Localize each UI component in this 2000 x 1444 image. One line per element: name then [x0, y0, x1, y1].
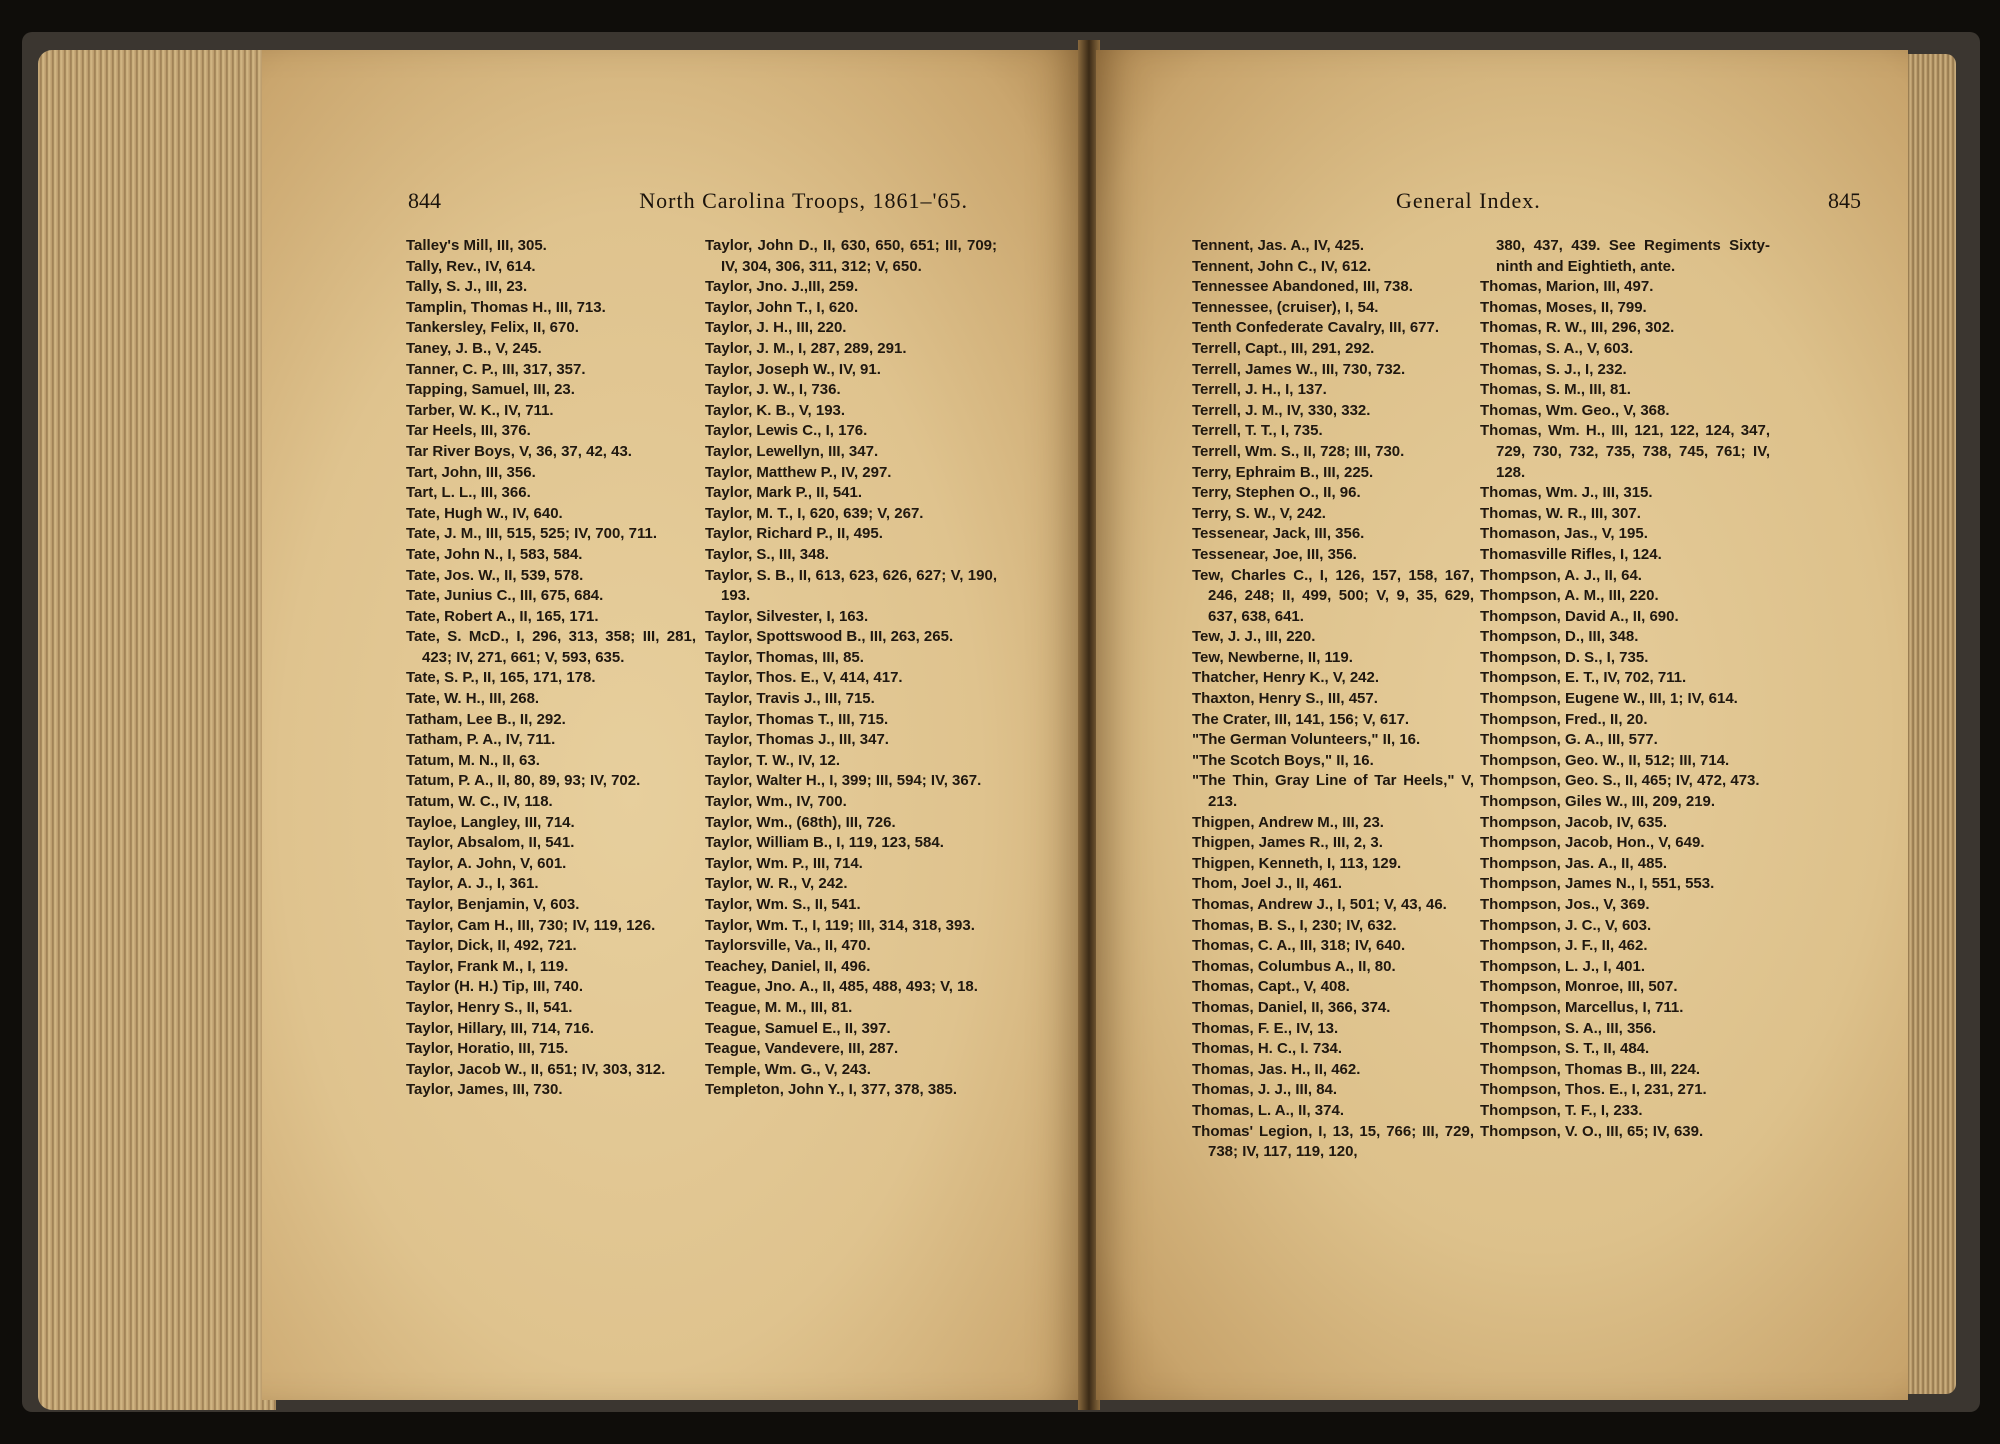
- index-entry: Thomas, Capt., V, 408.: [1192, 978, 1350, 996]
- index-entry: Taylor, Dick, II, 492, 721.: [406, 937, 577, 955]
- index-entry: Thomas, R. W., III, 296, 302.: [1480, 319, 1675, 337]
- index-entry: Taylor, W. R., V, 242.: [705, 875, 848, 893]
- index-entry: Taylor, Silvester, I, 163.: [705, 607, 869, 625]
- index-entry: Taylor, Cam H., III, 730; IV, 119, 126.: [406, 916, 656, 934]
- index-entry: Thompson, Jas. A., II, 485.: [1480, 854, 1667, 872]
- index-entry: Thompson, James N., I, 551, 553.: [1480, 875, 1715, 893]
- index-entry: Thomas, F. E., IV, 13.: [1192, 1019, 1339, 1037]
- index-entry: Taylor, John T., I, 620.: [705, 298, 859, 316]
- index-entry: Taylorsville, Va., II, 470.: [705, 937, 871, 955]
- page-edges-left: [38, 50, 276, 1410]
- index-entry: "The Scotch Boys," II, 16.: [1192, 751, 1374, 769]
- index-entry: Taney, J. B., V, 245.: [406, 339, 542, 357]
- index-entry: Taylor, Benjamin, V, 603.: [406, 896, 580, 913]
- index-entry: Taylor, S. B., II, 613, 623, 626, 627; V, 190, 193.: [705, 566, 997, 605]
- index-entry: Tennessee, (cruiser), I, 54.: [1192, 298, 1379, 316]
- index-entry: Taylor, Henry S., II, 541.: [406, 998, 573, 1016]
- index-entry: Thomas, Daniel, II, 366, 374.: [1192, 998, 1391, 1016]
- index-entry: Thompson, T. F., I, 233.: [1480, 1101, 1643, 1119]
- index-entry: Thomas, B. S., I, 230; IV, 632.: [1192, 916, 1397, 934]
- index-entry: Taylor, Joseph W., IV, 91.: [705, 360, 881, 378]
- index-entry: Tate, J. M., III, 515, 525; IV, 700, 711.: [406, 525, 657, 543]
- index-entry: Tate, Jos. W., II, 539, 578.: [406, 566, 584, 584]
- index-entry: Thompson, Thos. E., I, 231, 271.: [1480, 1081, 1707, 1099]
- index-entry: Thomas, Wm. H., III, 121, 122, 124, 347, 729, 730, 732, 735, 738, 745, 761; IV, 128.: [1480, 422, 1770, 481]
- index-entry: Taylor, J. M., I, 287, 289, 291.: [705, 339, 907, 357]
- index-entry: Tew, Newberne, II, 119.: [1192, 648, 1353, 666]
- index-entry: Thomas, H. C., I. 734.: [1192, 1040, 1343, 1058]
- index-entry-list: [1480, 277, 1770, 1142]
- index-entry: Taylor, William B., I, 119, 123, 584.: [705, 834, 944, 852]
- index-entry: Tennessee Abandoned, III, 738.: [1192, 278, 1413, 296]
- index-entry: "The Thin, Gray Line of Tar Heels," V, 213.: [1192, 772, 1474, 811]
- page-edges-right: [1900, 54, 1956, 1394]
- index-entry: Thompson, J. C., V, 603.: [1480, 916, 1652, 934]
- index-entry: Taylor, S., III, 348.: [705, 545, 829, 563]
- index-entry: Terrell, Wm. S., II, 728; III, 730.: [1192, 442, 1405, 460]
- index-entry: Teague, Samuel E., II, 397.: [705, 1019, 891, 1037]
- index-entry: Tennent, Jas. A., IV, 425.: [1192, 237, 1365, 254]
- page-number: 845: [1828, 188, 1861, 213]
- index-entry: Taylor, J. W., I, 736.: [705, 381, 841, 399]
- right-page-header: [1396, 188, 1861, 228]
- index-entry: Tatum, M. N., II, 63.: [406, 751, 540, 769]
- page-number: 844: [408, 188, 441, 213]
- index-column: [406, 236, 696, 1101]
- index-entry: Taylor, Wm. P., III, 714.: [705, 854, 863, 872]
- index-entry: Taylor, Mark P., II, 541.: [705, 484, 863, 502]
- index-entry: Thompson, A. J., II, 64.: [1480, 566, 1642, 584]
- index-entry: Terrell, Capt., III, 291, 292.: [1192, 339, 1375, 357]
- index-entry: Tarber, W. K., IV, 711.: [406, 401, 554, 419]
- index-entry: Terrell, T. T., I, 735.: [1192, 422, 1323, 440]
- index-entry: Tessenear, Joe, III, 356.: [1192, 545, 1357, 563]
- index-entry: Thompson, David A., II, 690.: [1480, 607, 1679, 625]
- index-entry: Thompson, L. J., I, 401.: [1480, 957, 1646, 975]
- left-page: [262, 50, 1082, 1400]
- index-entry: Taylor, Lewis C., I, 176.: [705, 422, 868, 440]
- index-entry: Tatum, P. A., II, 80, 89, 93; IV, 702.: [406, 772, 641, 790]
- index-entry: Thompson, J. F., II, 462.: [1480, 937, 1648, 955]
- index-entry: Terrell, J. M., IV, 330, 332.: [1192, 401, 1371, 419]
- index-entry: Tatum, W. C., IV, 118.: [406, 793, 553, 811]
- index-entry: Taylor, Absalom, II, 541.: [406, 834, 575, 852]
- index-entry: Thomas, Moses, II, 799.: [1480, 298, 1647, 316]
- index-entry: Taylor, Frank M., I, 119.: [406, 957, 569, 975]
- index-entry: Teachey, Daniel, II, 496.: [705, 957, 871, 975]
- index-entry: Thompson, Jacob, Hon., V, 649.: [1480, 834, 1705, 852]
- index-entry: Tamplin, Thomas H., III, 713.: [406, 298, 606, 316]
- index-entry: Teague, Vandevere, III, 287.: [705, 1040, 899, 1058]
- left-page-header: [408, 188, 968, 228]
- index-entry: Thomas, S. J., I, 232.: [1480, 360, 1627, 378]
- index-entry: Thigpen, James R., III, 2, 3.: [1192, 834, 1383, 852]
- index-entry: Taylor, Thomas T., III, 715.: [705, 710, 889, 728]
- index-entry: Taylor, Hillary, III, 714, 716.: [406, 1019, 594, 1037]
- index-entry: Thomas, S. M., III, 81.: [1480, 381, 1631, 399]
- index-entry: Tapping, Samuel, III, 23.: [406, 381, 575, 399]
- index-entry: Thompson, G. A., III, 577.: [1480, 731, 1658, 749]
- index-entry: Tennent, John C., IV, 612.: [1192, 257, 1372, 275]
- index-entry: Teague, M. M., III, 81.: [705, 998, 853, 1016]
- index-entry-continuation: 380, 437, 439. See Regiments Sixty-ninth and Eightieth, ante.: [1496, 237, 1770, 275]
- index-entry: Taylor, Matthew P., IV, 297.: [705, 463, 892, 481]
- index-entry: Tar Heels, III, 376.: [406, 422, 531, 440]
- index-entry: Taylor, John D., II, 630, 650, 651; III, 709; IV, 304, 306, 311, 312; V, 650.: [705, 237, 997, 275]
- index-entry: Taylor, Lewellyn, III, 347.: [705, 442, 879, 460]
- index-entry: Taylor, J. H., III, 220.: [705, 319, 847, 337]
- index-entry: Taylor, A. J., I, 361.: [406, 875, 539, 893]
- index-entry: Thompson, Fred., II, 20.: [1480, 710, 1648, 728]
- index-entry: "The German Volunteers," II, 16.: [1192, 731, 1421, 749]
- index-entry: Thomas, J. J., III, 84.: [1192, 1081, 1338, 1099]
- index-entry: Taylor, K. B., V, 193.: [705, 401, 846, 419]
- index-entry: Tankersley, Felix, II, 670.: [406, 319, 579, 337]
- index-entry: Tate, Robert A., II, 165, 171.: [406, 607, 599, 625]
- index-entry: Taylor, James, III, 730.: [406, 1081, 563, 1099]
- index-entry: Tew, Charles C., I, 126, 157, 158, 167, 246, 248; II, 499, 500; V, 9, 35, 629, 637, 638, 641.: [1192, 566, 1474, 625]
- index-entry: Taylor (H. H.) Tip, III, 740.: [406, 978, 583, 996]
- index-entry: Thompson, Jos., V, 369.: [1480, 896, 1650, 913]
- index-entry: Thomas, C. A., III, 318; IV, 640.: [1192, 937, 1406, 955]
- index-entry: Thigpen, Andrew M., III, 23.: [1192, 813, 1384, 831]
- index-entry: Thompson, D., III, 348.: [1480, 628, 1639, 646]
- index-entry: Thompson, D. S., I, 735.: [1480, 648, 1649, 666]
- index-entry: Taylor, T. W., IV, 12.: [705, 751, 841, 769]
- index-column: [1480, 236, 1770, 1142]
- index-entry: Tatham, Lee B., II, 292.: [406, 710, 566, 728]
- index-entry: Thompson, E. T., IV, 702, 711.: [1480, 669, 1687, 687]
- index-entry: Taylor, M. T., I, 620, 639; V, 267.: [705, 504, 924, 522]
- index-entry: Tew, J. J., III, 220.: [1192, 628, 1316, 646]
- index-entry: Tatham, P. A., IV, 711.: [406, 731, 556, 749]
- index-entry: Thom, Joel J., II, 461.: [1192, 875, 1343, 893]
- index-entry: Thompson, Marcellus, I, 711.: [1480, 998, 1684, 1016]
- index-entry: Thomasville Rifles, I, 124.: [1480, 545, 1662, 563]
- index-entry: Tar River Boys, V, 36, 37, 42, 43.: [406, 442, 632, 460]
- index-entry: Thompson, Thomas B., III, 224.: [1480, 1060, 1701, 1078]
- index-entry: Thompson, Monroe, III, 507.: [1480, 978, 1678, 996]
- index-entry: Tate, Junius C., III, 675, 684.: [406, 587, 604, 605]
- index-entry: Thomas, Marion, III, 497.: [1480, 278, 1654, 296]
- index-entry: Thatcher, Henry K., V, 242.: [1192, 669, 1380, 687]
- index-entry: Taylor, Thomas, III, 85.: [705, 648, 864, 666]
- index-entry: Thompson, Eugene W., III, 1; IV, 614.: [1480, 690, 1738, 708]
- index-entry: Terrell, J. H., I, 137.: [1192, 381, 1327, 399]
- running-title: North Carolina Troops, 1861–'65.: [639, 188, 968, 213]
- index-entry: Tart, John, III, 356.: [406, 463, 536, 481]
- index-entry: Thomas, L. A., II, 374.: [1192, 1101, 1344, 1119]
- index-entry: Thompson, S. A., III, 356.: [1480, 1019, 1657, 1037]
- index-entry: Taylor, Thomas J., III, 347.: [705, 731, 889, 749]
- index-entry: Tate, S. P., II, 165, 171, 178.: [406, 669, 596, 687]
- index-entry: Terrell, James W., III, 730, 732.: [1192, 360, 1406, 378]
- index-entry: Taylor, Wm., (68th), III, 726.: [705, 813, 896, 831]
- index-entry: Taylor, A. John, V, 601.: [406, 854, 567, 872]
- index-entry: Thomas, Jas. H., II, 462.: [1192, 1060, 1361, 1078]
- index-entry: Taylor, Richard P., II, 495.: [705, 525, 883, 543]
- index-entry: Temple, Wm. G., V, 243.: [705, 1060, 871, 1078]
- index-entry: Thompson, Geo. W., II, 512; III, 714.: [1480, 751, 1730, 769]
- index-entry: Tayloe, Langley, III, 714.: [406, 813, 575, 831]
- index-entry: Teague, Jno. A., II, 485, 488, 493; V, 18.: [705, 978, 978, 996]
- index-entry: Thomason, Jas., V, 195.: [1480, 525, 1648, 543]
- index-entry: Taylor, Thos. E., V, 414, 417.: [705, 669, 903, 687]
- index-entry: Tate, S. McD., I, 296, 313, 358; III, 281, 423; IV, 271, 661; V, 593, 635.: [406, 628, 696, 666]
- index-entry: Taylor, Wm. T., I, 119; III, 314, 318, 393.: [705, 916, 975, 934]
- index-entry: Taylor, Jacob W., II, 651; IV, 303, 312.: [406, 1060, 666, 1078]
- index-entry: Thomas, Wm. J., III, 315.: [1480, 484, 1653, 502]
- index-entry: Thomas, S. A., V, 603.: [1480, 339, 1634, 357]
- index-entry: Tessenear, Jack, III, 356.: [1192, 525, 1365, 543]
- index-entry: Thomas, Wm. Geo., V, 368.: [1480, 401, 1670, 419]
- index-entry: Thomas, W. R., III, 307.: [1480, 504, 1641, 522]
- index-entry: Thompson, Giles W., III, 209, 219.: [1480, 793, 1716, 811]
- index-entry: Thompson, Geo. S., II, 465; IV, 472, 473.: [1480, 772, 1760, 790]
- index-entry: Thomas' Legion, I, 13, 15, 766; III, 729, 738; IV, 117, 119, 120,: [1192, 1122, 1474, 1161]
- index-entry: Tate, John N., I, 583, 584.: [406, 545, 583, 563]
- index-entry: Terry, S. W., V, 242.: [1192, 504, 1326, 522]
- index-column: [1192, 236, 1474, 1163]
- index-entry: Tally, S. J., III, 23.: [406, 278, 528, 296]
- index-entry: Tart, L. L., III, 366.: [406, 484, 531, 502]
- index-entry: Thompson, S. T., II, 484.: [1480, 1040, 1650, 1058]
- right-page: [1096, 50, 1908, 1400]
- index-entry: Templeton, John Y., I, 377, 378, 385.: [705, 1081, 958, 1099]
- index-entry: Taylor, Horatio, III, 715.: [406, 1040, 569, 1058]
- index-entry: Thigpen, Kenneth, I, 113, 129.: [1192, 854, 1402, 872]
- index-entry: Taylor, Travis J., III, 715.: [705, 690, 875, 708]
- index-entry: Taylor, Wm., IV, 700.: [705, 793, 847, 811]
- index-entry: Thompson, Jacob, IV, 635.: [1480, 813, 1668, 831]
- index-entry: The Crater, III, 141, 156; V, 617.: [1192, 710, 1410, 728]
- index-entry: Tate, W. H., III, 268.: [406, 690, 540, 708]
- index-entry: Taylor, Jno. J.,III, 259.: [705, 278, 859, 296]
- index-entry: Tenth Confederate Cavalry, III, 677.: [1192, 319, 1440, 337]
- index-entry: Terry, Ephraim B., III, 225.: [1192, 463, 1374, 481]
- index-entry: Taylor, Wm. S., II, 541.: [705, 896, 861, 913]
- index-entry: Thomas, Columbus A., II, 80.: [1192, 957, 1396, 975]
- index-entry: Tanner, C. P., III, 317, 357.: [406, 360, 586, 378]
- index-entry: Tate, Hugh W., IV, 640.: [406, 504, 563, 522]
- index-entry: Taylor, Walter H., I, 399; III, 594; IV, 367.: [705, 772, 982, 790]
- index-entry: Thompson, A. M., III, 220.: [1480, 587, 1659, 605]
- index-entry: Thaxton, Henry S., III, 457.: [1192, 690, 1378, 708]
- index-entry: Talley's Mill, III, 305.: [406, 237, 547, 254]
- index-entry: Thompson, V. O., III, 65; IV, 639.: [1480, 1122, 1704, 1140]
- index-entry: Taylor, Spottswood B., III, 263, 265.: [705, 628, 954, 646]
- index-entry: Thomas, Andrew J., I, 501; V, 43, 46.: [1192, 896, 1447, 913]
- index-entry: Tally, Rev., IV, 614.: [406, 257, 536, 275]
- index-entry: Terry, Stephen O., II, 96.: [1192, 484, 1361, 502]
- running-title: General Index.: [1396, 188, 1541, 213]
- index-column: [705, 236, 997, 1101]
